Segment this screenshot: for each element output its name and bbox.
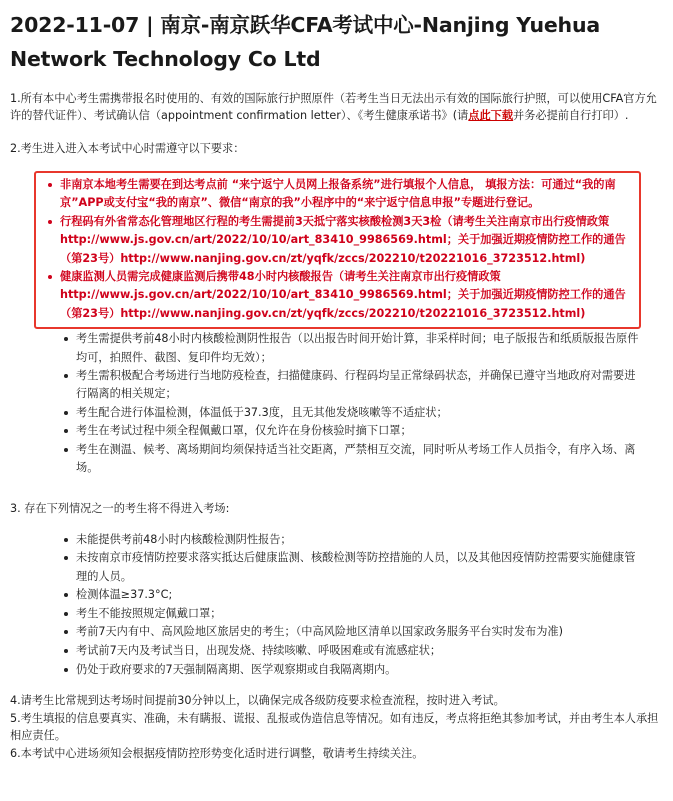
list-item: 考生配合进行体温检测，体温低于37.3度，且无其他发烧咳嗽等不适症状； [60, 404, 645, 422]
list-item: 检测体温≥37.3°C; [60, 586, 645, 605]
requirement-1-paragraph [10, 90, 663, 124]
highlighted-list-item: 非南京本地考生需要在到达考点前 “来宁返宁人员网上报备系统”进行填报个人信息， 填报方法：可通过“我的南京”APP或支付宝“我的南京”、微信“南京的我”小程序中的“来宁返宁信息申报”专题进行登记。 [44, 176, 633, 213]
list-item: 考前7天内有中、高风险地区旅居史的考生；（中高风险地区清单以国家政务服务平台实时发布为准) [60, 623, 645, 642]
list-item: 仍处于政府要求的7天强制隔离期、医学观察期或自我隔离期内。 [60, 661, 645, 680]
list-item: 考生在考试过程中须全程佩戴口罩，仅允许在身份核验时摘下口罩； [60, 422, 645, 440]
footer-notes [10, 692, 663, 762]
list-item: 考生需积极配合考场进行当地防疫检查，扫描健康码、行程码均呈正常绿码状态，并确保已遵守当地政府对需要进行隔离的相关规定； [60, 367, 645, 404]
highlighted-list-item: 健康监测人员需完成健康监测后携带48小时内核酸报告（请考生关注南京市出行疫情政策 http://www.js.gov.cn/art/2022/10/10/art_83410_9986569.html；关于加强近期疫情防控工作的通告（第23号）http://www.nanjing.gov.cn/zt/yqfk/zccs/202210/t20221016_3723512.html) [44, 268, 633, 323]
requirement-2-heading: 2.考生进入进入本考试中心时需遵守以下要求： [10, 142, 245, 155]
highlighted-requirements-box [34, 171, 641, 329]
list-item: 未能提供考前48小时内核酸检测阴性报告； [60, 531, 645, 550]
note-4: 4.请考生比常规到达考场时间提前30分钟以上，以确保完成各级防疫要求检查流程，按时进入考试。 [10, 694, 505, 708]
download-link[interactable]: 点此下载 [468, 109, 514, 122]
page-title: 2022-11-07 | 南京-南京跃华CFA考试中心-Nanjing Yuehua Network Technology Co Ltd [10, 13, 600, 71]
requirement-1-text: 1.所有本中心考生需携带报名时使用的、有效的国际旅行护照原件（若考生当日无法出示有效的国际旅行护照，可以使用CFA官方允许的替代证件）、考试确认信（appointment confirmation letter）、《考生健康承诺书》(请 [10, 92, 657, 122]
requirement-3-heading: 3. 存在下列情况之一的考生将不得进入考场: [10, 501, 230, 515]
exclusion-list [60, 531, 645, 680]
note-6: 6.本考试中心进场须知会根据疫情防控形势变化适时进行调整，敬请考生持续关注。 [10, 746, 424, 760]
requirement-1-text-end: 并务必提前自行打印）. [513, 109, 629, 122]
list-item: 考生不能按照规定佩戴口罩； [60, 605, 645, 624]
list-item: 未按南京市疫情防控要求落实抵达后健康监测、核酸检测等防控措施的人员，以及其他因疫情防控需要实施健康管理的人员。 [60, 549, 645, 586]
entry-requirements-list [60, 330, 645, 477]
list-item: 考生需提供考前48小时内核酸检测阴性报告（以出报告时间开始计算，非采样时间；电子版报告和纸质版报告原件均可，拍照件、截图、复印件均无效）； [60, 330, 645, 367]
highlighted-list-item: 行程码有外省常态化管理地区行程的考生需提前3天抵宁落实核酸检测3天3检（请考生关注南京市出行疫情政策 http://www.js.gov.cn/art/2022/10/10/art_83410_9986569.html；关于加强近期疫情防控工作的通告（第23号）http://www.nanjing.gov.cn/zt/yqfk/zccs/202210/t20221016_3723512.html) [44, 213, 633, 268]
list-item: 考试前7天内及考试当日，出现发烧、持续咳嗽、呼吸困难或有流感症状； [60, 642, 645, 661]
list-item: 考生在测温、候考、离场期间均须保持适当社交距离，严禁相互交流，同时听从考场工作人员指令，有序入场、离场。 [60, 441, 645, 478]
note-5: 5.考生填报的信息要真实、准确，未有瞒报、谎报、乱报或伪造信息等情况。如有违反，考点将拒绝其参加考试，并由考生本人承担相应责任。 [10, 711, 659, 743]
